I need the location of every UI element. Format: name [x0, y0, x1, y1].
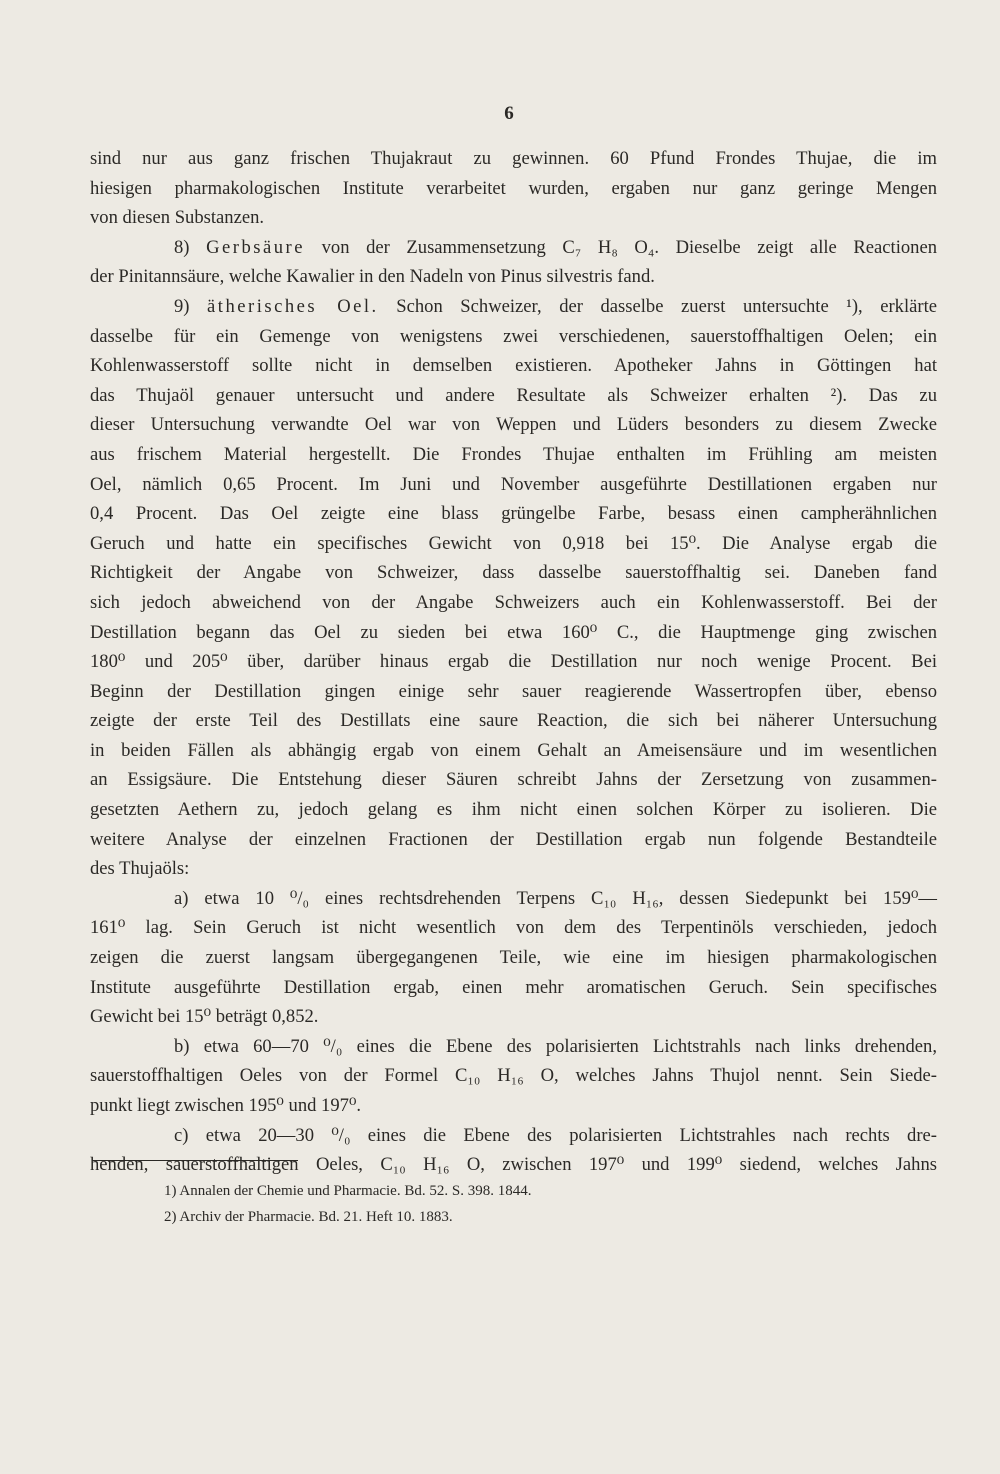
text-line: [90, 647, 937, 677]
line-text: hiesigen pharmakologischen Institute verarbeitet wurden, ergaben nur ganz geringe Mengen: [90, 177, 937, 199]
line-text: 161⁰ lag. Sein Geruch ist nicht wesentlich von dem des Terpentinöls verschieden, jedoch: [90, 917, 937, 939]
line-text: sind nur aus ganz frischen Thujakraut zu gewinnen. 60 Pfund Frondes Thujae, die im: [90, 148, 937, 169]
line-text: Beginn der Destillation gingen einige sehr sauer reagierende Wassertropfen über, ebenso: [90, 680, 937, 702]
text-line: [90, 943, 937, 973]
text-line: [90, 1091, 937, 1121]
text-line: [90, 765, 937, 795]
text-line: [90, 795, 937, 825]
text-line: [90, 677, 937, 707]
text-line: [90, 262, 937, 292]
line-text: Schon Schweizer, der dasselbe zuerst untersuchte ¹), erklärte: [378, 295, 937, 317]
text-line: [90, 618, 937, 648]
line-text: gesetzten Aethern zu, jedoch gelang es ihm nicht einen solchen Körper zu isolieren. Die: [90, 799, 937, 821]
text-line: [90, 292, 937, 322]
page-number: 6: [504, 103, 514, 124]
line-text: Geruch und hatte ein specifisches Gewicht von 0,918 bei 15⁰. Die Analyse ergab die: [90, 532, 937, 554]
text-line: [90, 913, 937, 943]
item-number: 8): [174, 236, 207, 258]
text-line: [90, 440, 937, 470]
text-line: [90, 1002, 937, 1032]
text-line: [90, 558, 937, 588]
line-text: das Thujaöl genauer untersucht und andere Resultate als Schweizer erhalten ²). Das zu: [90, 384, 937, 406]
line-text: in beiden Fällen als abhängig ergab von einem Gehalt an Ameisensäure und im wesentlichen: [90, 739, 937, 761]
text-line: [90, 825, 937, 855]
line-text: von diesen Substanzen.: [90, 207, 265, 229]
text-line: [90, 499, 937, 529]
line-text: Destillation begann das Oel zu sieden bei etwa 160⁰ C., die Hauptmenge ging zwischen: [90, 621, 937, 643]
line-text: henden, sauerstoffhaltigen Oeles, C₁₀ H₁₆ O, zwischen 197⁰ und 199⁰ siedend, welches Jahns: [90, 1154, 937, 1176]
text-line: [90, 381, 937, 411]
line-text: aus frischem Material hergestellt. Die Frondes Thujae enthalten im Frühling am meisten: [90, 443, 937, 465]
spaced-term: Gerbsäure: [206, 236, 305, 258]
text-line: [90, 233, 937, 263]
footnotes: [164, 1178, 764, 1230]
line-text: sauerstoffhaltigen Oeles von der Formel C₁₀ H₁₆ O, welches Jahns Thujol nennt. Sein Siede-: [90, 1065, 937, 1087]
text-line: [90, 1150, 937, 1180]
text-line: [90, 706, 937, 736]
line-text: der Pinitannsäure, welche Kawalier in den Nadeln von Pinus silvestris fand.: [90, 266, 655, 288]
text-line: [90, 174, 937, 204]
line-text: punkt liegt zwischen 195⁰ und 197⁰.: [90, 1095, 362, 1116]
text-line: [90, 470, 937, 500]
line-text: 180⁰ und 205⁰ über, darüber hinaus ergab die Destillation nur noch wenige Procent. Bei: [90, 651, 937, 673]
footnote-divider: [92, 1160, 298, 1161]
line-text: b) etwa 60—70 ⁰/₀ eines die Ebene des polarisierten Lichtstrahls nach links drehenden,: [174, 1035, 937, 1057]
line-text: an Essigsäure. Die Entstehung dieser Säuren schreibt Jahns der Zersetzung von zusammen-: [90, 769, 937, 791]
text-line: [90, 736, 937, 766]
text-line: [90, 1061, 937, 1091]
line-text: zeigte der erste Teil des Destillats eine saure Reaction, die sich bei näherer Untersuchung: [90, 710, 937, 732]
line-text: zeigen die zuerst langsam übergegangenen Teile, wie eine im hiesigen pharmakologischen: [90, 947, 937, 969]
footnote: 2) Archiv der Pharmacie. Bd. 21. Heft 10. 1883.: [164, 1209, 453, 1225]
spaced-term: ätherisches Oel.: [207, 295, 379, 317]
body-text: [90, 144, 937, 1180]
line-text: Richtigkeit der Angabe von Schweizer, dass dasselbe sauerstoffhaltig sei. Daneben fand: [90, 562, 937, 584]
line-text: Gewicht bei 15⁰ beträgt 0,852.: [90, 1006, 319, 1028]
line-text: c) etwa 20—30 ⁰/₀ eines die Ebene des polarisierten Lichtstrahles nach rechts dre-: [174, 1124, 937, 1146]
line-text: 0,4 Procent. Das Oel zeigte eine blass grüngelbe Farbe, besass einen campherähnlichen: [90, 503, 937, 525]
line-text: sich jedoch abweichend von der Angabe Schweizers auch ein Kohlenwasserstoff. Bei der: [90, 591, 937, 613]
line-text: Institute ausgeführte Destillation ergab, einen mehr aromatischen Geruch. Sein specifisches: [90, 976, 937, 998]
text-line: [90, 588, 937, 618]
line-text: von der Zusammensetzung C₇ H₈ O₄. Dieselbe zeigt alle Reactionen: [305, 236, 938, 258]
line-text: des Thujaöls:: [90, 858, 190, 880]
text-line: [90, 973, 937, 1003]
text-line: [90, 1032, 937, 1062]
line-text: a) etwa 10 ⁰/₀ eines rechtsdrehenden Terpens C₁₀ H₁₆, dessen Siedepunkt bei 159⁰—: [174, 887, 937, 909]
text-line: [90, 144, 937, 174]
line-text: dieser Untersuchung verwandte Oel war von Weppen und Lüders besonders zu diesem Zwecke: [90, 414, 937, 436]
text-line: [90, 854, 937, 884]
text-line: [90, 884, 937, 914]
item-number: 9): [174, 295, 208, 317]
text-line: [90, 529, 937, 559]
line-text: weitere Analyse der einzelnen Fractionen der Destillation ergab nun folgende Bestandteile: [90, 828, 937, 850]
text-line: [90, 203, 937, 233]
text-line: [90, 322, 937, 352]
text-line: [90, 1121, 937, 1151]
line-text: Kohlenwasserstoff sollte nicht in demselben existieren. Apotheker Jahns in Göttingen hat: [90, 355, 937, 377]
line-text: dasselbe für ein Gemenge von wenigstens zwei verschiedenen, sauerstoffhaltigen Oelen; ein: [90, 325, 937, 347]
text-line: [90, 410, 937, 440]
line-text: Oel, nämlich 0,65 Procent. Im Juni und November ausgeführte Destillationen ergaben nur: [90, 473, 937, 495]
footnote: 1) Annalen der Chemie und Pharmacie. Bd. 52. S. 398. 1844.: [164, 1183, 532, 1199]
text-line: [90, 351, 937, 381]
